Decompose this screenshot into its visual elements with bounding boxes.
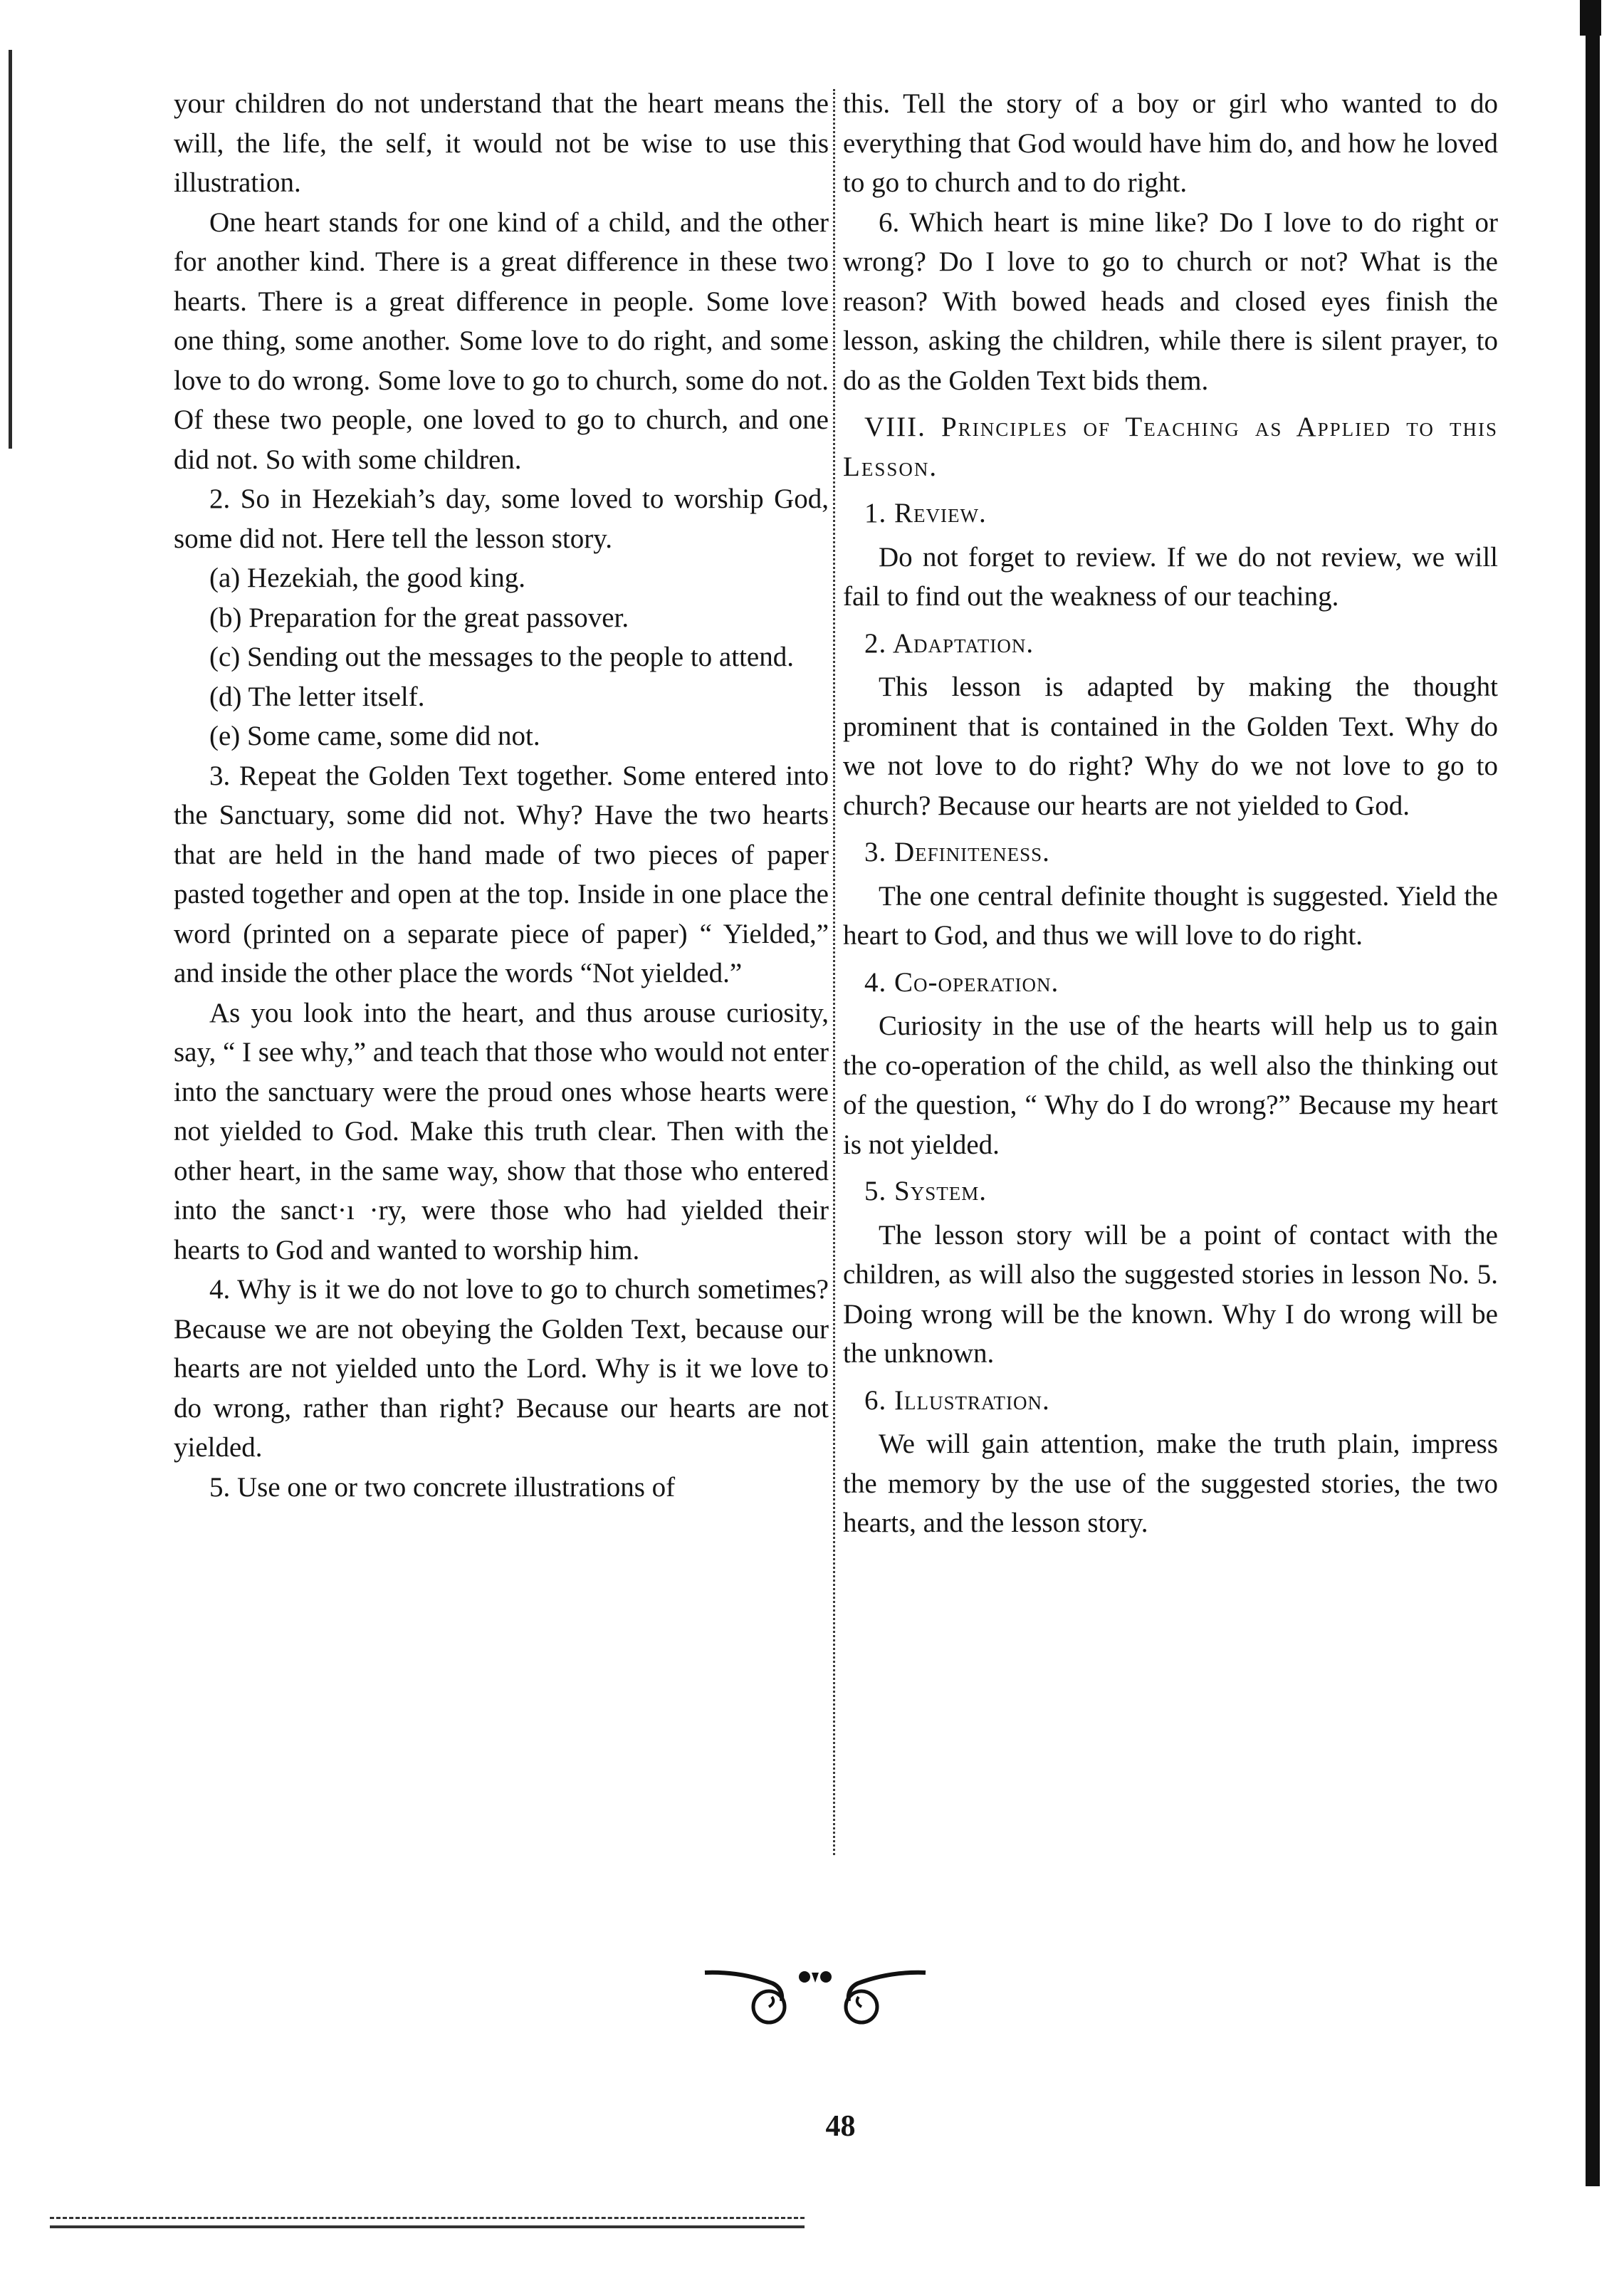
definiteness-heading: 3. Definiteness.	[864, 837, 1050, 867]
list-item-e: (e) Some came, some did not.	[209, 721, 540, 751]
list-item-b: (b) Preparation for the great passover.	[209, 602, 629, 633]
list-item-c: (c) Sending out the messages to the people to attend.	[209, 642, 794, 672]
review-heading: 1. Review.	[864, 498, 987, 528]
scan-edge-left	[9, 50, 12, 449]
list-item-d: (d) The letter itself.	[209, 681, 425, 712]
page-number: 48	[825, 2110, 856, 2143]
paragraph-point-4: 4. Why is it we do not love to go to church sometimes? Because we are not obeying the Golden Text, because our hearts are not yielded unto the Lord. Why is it we love to do wrong, rather than right? Because our hearts are not yielded.	[174, 1274, 829, 1463]
scroll-flourish-ornament-icon	[698, 1951, 933, 2030]
adaptation-heading: 2. Adaptation.	[864, 627, 1034, 659]
paragraph-point-5: 5. Use one or two concrete illustrations of	[209, 1471, 676, 1503]
right-column	[843, 84, 1498, 1543]
illustration-heading: 6. Illustration.	[864, 1384, 1050, 1416]
section-heading: VIII. Principles of Teaching as Applied to this Lesson.	[843, 412, 1498, 482]
system-heading: 5. System.	[864, 1176, 987, 1206]
paragraph-curiosity: As you look into the heart, and thus arouse curiosity, say, “ I see why,” and teach that those who would not enter into the sanctuary were the proud ones whose hearts were not yielded to God. Make this truth clear. Then with the other heart, in the same way, show that those who entered into the sanct·ı ·ry, were those who had yielded their hearts to God and wanted to worship him.	[174, 997, 829, 1265]
adaptation-text: This lesson is adapted by making the thought prominent that is contained in the Golden Text. Why do we not love to do right? Why do we not love to go to church? Because our hearts are not yielded to God.	[843, 672, 1498, 821]
left-column	[174, 84, 829, 1507]
system-text: The lesson story will be a point of contact with the children, as will also the suggested stories in lesson No. 5. Doing wrong will be the known. Why I do wrong will be the unknown.	[843, 1219, 1498, 1369]
paragraph-two-hearts: One heart stands for one kind of a child, and the other for another kind. There is a great difference in these two hearts. There is a great difference in people. Some love one thing, some another. Some love to do right, and some love to do wrong. Some love to go to church, some do not. Of these two people, one loved to go to church, and one did not. So with some children.	[174, 207, 829, 475]
paragraph-point-6: 6. Which heart is mine like? Do I love to do right or wrong? Do I love to go to church or not? What is the reason? With bowed heads and closed eyes finish the lesson, asking the children, while there is silent prayer, to do as the Golden Text bids them.	[843, 207, 1498, 396]
column-divider	[833, 89, 835, 1855]
review-text: Do not forget to review. If we do not review, we will fail to find out the weakness of our teaching.	[843, 541, 1498, 612]
scan-edge-bottom	[50, 2217, 805, 2228]
paragraph-point-3: 3. Repeat the Golden Text together. Some entered into the Sanctuary, some did not. Why? Have the two hearts that are held in the hand made of two pieces of paper pasted together and open at the top. Inside in one place the word (printed on a separate piece of paper) “ Yielded,” and inside the other place the words “Not yielded.”	[174, 760, 829, 988]
cooperation-text: Curiosity in the use of the hearts will help us to gain the co-operation of the child, as well also the thinking out of the question, “ Why do I do wrong?” Because my heart is not yielded.	[843, 1011, 1498, 1160]
paragraph-story-continuation: this. Tell the story of a boy or girl who wanted to do everything that God would have him do, and how he loved to go to church and to do right.	[843, 88, 1498, 198]
paragraph-point-2: 2. So in Hezekiah’s day, some loved to worship God, some did not. Here tell the lesson story.	[174, 484, 829, 554]
cooperation-heading: 4. Co-operation.	[864, 966, 1059, 998]
paragraph-continuation: your children do not understand that the heart means the will, the life, the self, it would not be wise to use this illustration.	[174, 88, 829, 198]
scan-edge-right	[1586, 0, 1600, 2186]
illustration-text: We will gain attention, make the truth plain, impress the memory by the use of the suggested stories, the two hearts, and the lesson story.	[843, 1429, 1498, 1538]
list-item-a: (a) Hezekiah, the good king.	[209, 563, 526, 593]
definiteness-text: The one central definite thought is suggested. Yield the heart to God, and thus we will love to do right.	[843, 880, 1498, 951]
